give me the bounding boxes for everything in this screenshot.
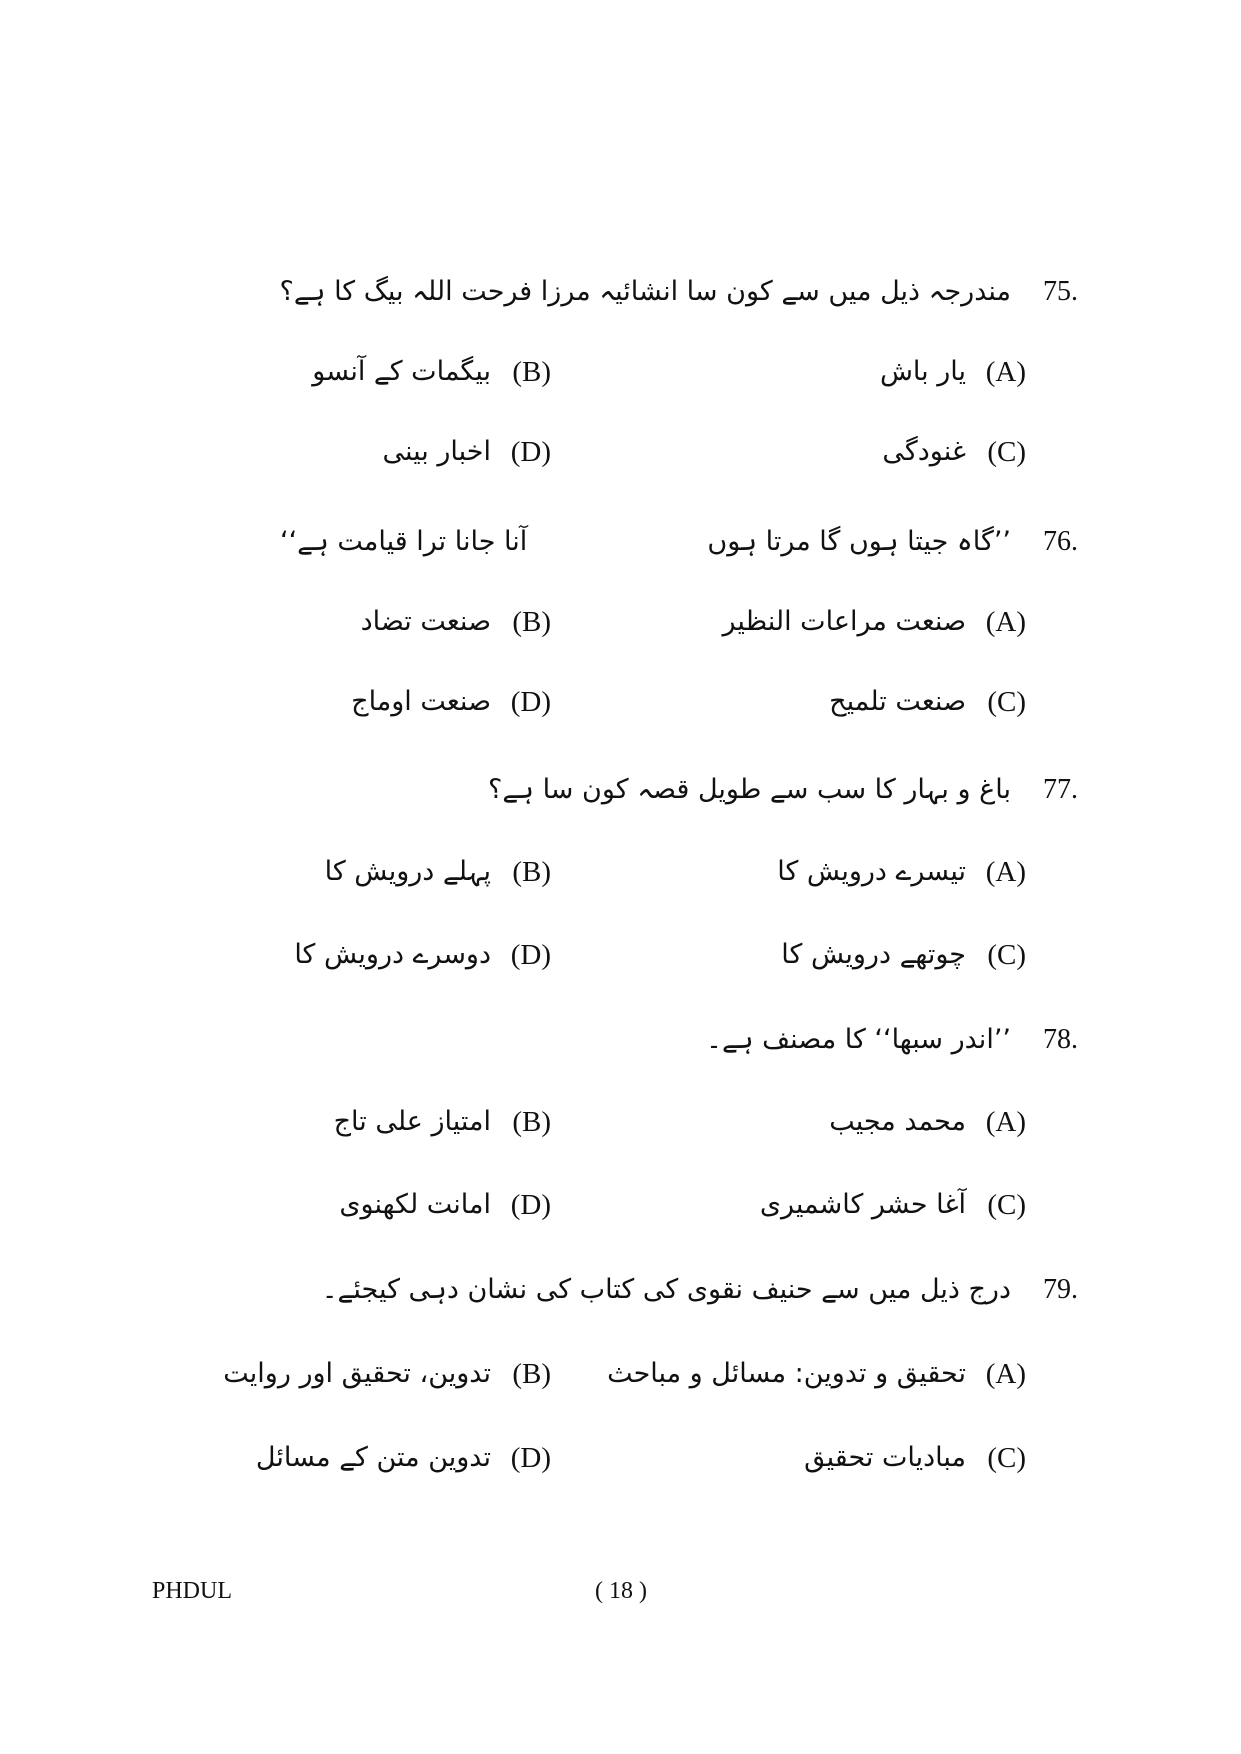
option-text: چوتھے درویش کا (781, 939, 966, 970)
option-text: تدوین متن کے مسائل (255, 1442, 491, 1473)
option-label: (D) (510, 939, 551, 971)
option-text: بیگمات کے آنسو (312, 356, 491, 387)
option-78-b[interactable] (0, 1100, 1241, 1150)
option-label: (B) (512, 606, 551, 638)
question-text: ’’اندر سبھا‘‘ کا مصنف ہے۔ (706, 1024, 1011, 1055)
option-text: مبادیات تحقیق (804, 1442, 966, 1473)
question-number: 76. (1043, 526, 1078, 557)
option-label: (D) (510, 1442, 551, 1474)
option-text: صنعت تضاد (360, 606, 491, 637)
question-text: باغ و بہار کا سب سے طویل قصہ کون سا ہے؟ (488, 774, 1011, 805)
option-text: یار باش (879, 356, 966, 387)
question-75 (0, 270, 1241, 320)
option-75-d[interactable] (0, 430, 1241, 480)
option-label: (D) (510, 686, 551, 718)
option-text: صنعت اوماج (351, 686, 491, 717)
option-79-d[interactable] (0, 1436, 1241, 1486)
question-text-second-hemistich: آنا جانا ترا قیامت ہے‘‘ (280, 526, 528, 557)
paper-code: PHDUL (152, 1578, 233, 1604)
option-label: (B) (512, 356, 551, 388)
option-text: اخبار بینی (382, 436, 491, 467)
option-text: امتیاز علی تاج (333, 1106, 491, 1137)
question-number: 79. (1043, 1274, 1078, 1305)
option-text: پہلے درویش کا (324, 856, 491, 887)
option-text: تیسرے درویش کا (777, 856, 966, 887)
option-text: غنودگی (882, 436, 966, 467)
question-79 (0, 1268, 1241, 1318)
option-text: آغا حشر کاشمیری (759, 1189, 966, 1220)
option-label: (D) (510, 436, 551, 468)
option-text: دوسرے درویش کا (294, 939, 491, 970)
question-text: ’’گاہ جیتا ہوں گا مرتا ہوں (707, 526, 1011, 557)
option-76-d[interactable] (0, 680, 1241, 730)
option-label: (B) (512, 1358, 551, 1390)
option-label: (C) (987, 1189, 1026, 1221)
option-label: (B) (512, 1106, 551, 1138)
option-label: (A) (985, 1106, 1026, 1138)
option-75-b[interactable] (0, 350, 1241, 400)
question-number: 75. (1043, 276, 1078, 307)
option-text: امانت لکھنوی (339, 1189, 491, 1220)
option-label: (A) (985, 606, 1026, 638)
option-text: تحقیق و تدوین: مسائل و مباحث (607, 1358, 966, 1389)
option-label: (A) (985, 856, 1026, 888)
option-79-b[interactable] (0, 1352, 1241, 1402)
option-label: (C) (987, 436, 1026, 468)
option-text: صنعت مراعات النظیر (722, 606, 966, 637)
option-label: (B) (512, 856, 551, 888)
question-text: درج ذیل میں سے حنیف نقوی کی کتاب کی نشان دہی کیجئے۔ (321, 1274, 1011, 1305)
option-76-b[interactable] (0, 600, 1241, 650)
option-label: (A) (985, 356, 1026, 388)
option-77-b[interactable] (0, 850, 1241, 900)
question-text: مندرجہ ذیل میں سے کون سا انشائیہ مرزا فرحت اللہ بیگ کا ہے؟ (279, 276, 1011, 307)
option-label: (A) (985, 1358, 1026, 1390)
option-text: محمد مجیب (829, 1106, 966, 1137)
option-label: (C) (987, 1442, 1026, 1474)
option-label: (C) (987, 686, 1026, 718)
question-77 (0, 768, 1241, 818)
option-78-d[interactable] (0, 1183, 1241, 1233)
question-76 (0, 520, 1241, 570)
page-number: ( 18 ) (595, 1578, 647, 1604)
option-label: (D) (510, 1189, 551, 1221)
question-78 (0, 1018, 1241, 1068)
option-text: صنعت تلمیح (829, 686, 966, 717)
question-number: 77. (1043, 774, 1078, 805)
option-77-d[interactable] (0, 933, 1241, 983)
option-text: تدوین، تحقیق اور روایت (223, 1358, 491, 1389)
option-label: (C) (987, 939, 1026, 971)
question-number: 78. (1043, 1024, 1078, 1055)
